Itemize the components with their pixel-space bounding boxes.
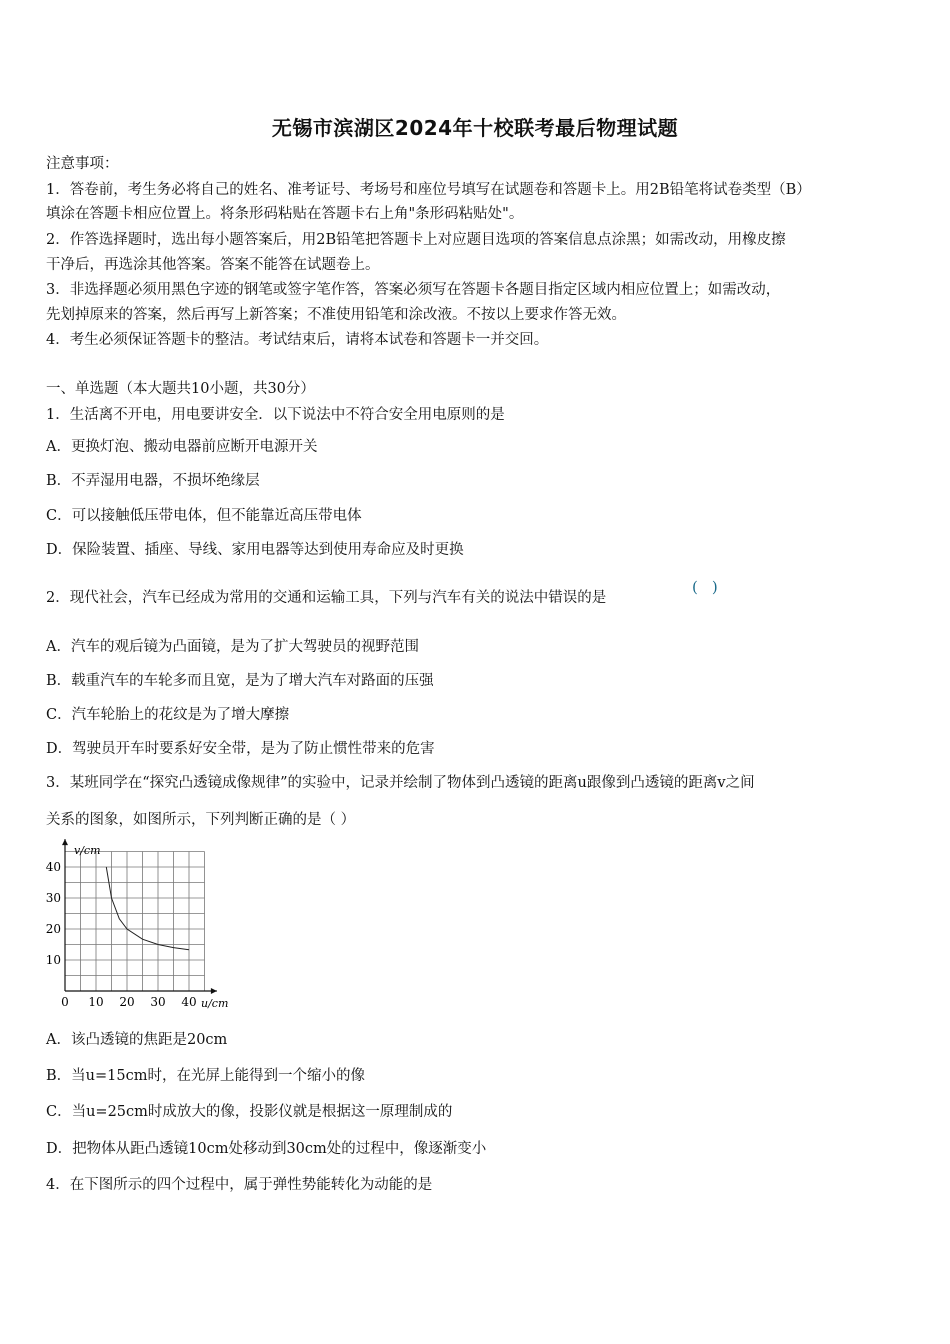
q3-option-d: D．把物体从距凸透镜10cm处移动到30cm处的过程中，像逐渐变小: [46, 1141, 487, 1157]
q3-option-b: B．当u=15cm时，在光屏上能得到一个缩小的像: [46, 1068, 365, 1084]
page-title: 无锡市滨湖区2024年十校联考最后物理试题: [271, 116, 679, 140]
section-heading: 一、单选题（本大题共10小题，共30分）: [46, 381, 315, 397]
x-tick-label: 0: [61, 995, 69, 1009]
q2-option-d: D．驾驶员开车时要系好安全带，是为了防止惯性带来的危害: [46, 741, 435, 757]
q3-option-c: C．当u=25cm时成放大的像，投影仪就是根据这一原理制成的: [46, 1104, 453, 1120]
graph-axes: [62, 839, 217, 994]
x-tick-label: 30: [150, 995, 166, 1009]
q3-stem-line2: 关系的图象，如图所示，下列判断正确的是（ ）: [46, 812, 356, 828]
q1-option-c: C．可以接触低压带电体，但不能靠近高压带电体: [46, 508, 362, 524]
y-tick-label: 10: [45, 953, 61, 967]
q3-option-a: A．该凸透镜的焦距是20cm: [46, 1032, 228, 1048]
notice-line: 4．考生必须保证答题卡的整洁。考试结束后，请将本试卷和答题卡一并交回。: [46, 332, 549, 348]
notice-line: 1．答卷前，考生务必将自己的姓名、准考证号、考场号和座位号填写在试题卷和答题卡上。用2B铅笔将试卷类型（B）: [46, 182, 811, 198]
notice-line: 2．作答选择题时，选出每小题答案后，用2B铅笔把答题卡上对应题目选项的答案信息点涂黑；如需改动，用橡皮擦: [46, 232, 786, 248]
q1-option-b: B．不弄湿用电器，不损坏绝缘层: [46, 473, 260, 489]
x-tick-label: 40: [181, 995, 197, 1009]
q3-stem-line1: 3．某班同学在“探究凸透镜成像规律”的实验中，记录并绘制了物体到凸透镜的距离u跟像到凸透镜的距离v之间: [46, 775, 755, 791]
x-axis-arrow: [211, 988, 217, 994]
q2-option-a: A．汽车的观后镜为凸面镜，是为了扩大驾驶员的视野范围: [46, 639, 419, 655]
y-tick-label: 40: [45, 860, 61, 874]
notice-line: 3．非选择题必须用黑色字迹的钢笔或签字笔作答，答案必须写在答题卡各题目指定区域内相应位置上；如需改动，: [46, 282, 781, 298]
y-tick-label: 20: [45, 922, 61, 936]
y-axis-arrow: [62, 839, 68, 845]
q1-option-a: A．更换灯泡、搬动电器前应断开电源开关: [46, 439, 318, 455]
notice-line: 填涂在答题卡相应位置上。将条形码粘贴在答题卡右上角"条形码粘贴处"。: [46, 206, 524, 222]
uv-graph: [40, 838, 250, 1016]
q4-stem: 4．在下图所示的四个过程中，属于弹性势能转化为动能的是: [46, 1177, 433, 1193]
graph-curve: [106, 867, 189, 950]
x-tick-label: 20: [119, 995, 135, 1009]
y-tick-label: 30: [45, 891, 61, 905]
notice-heading: 注意事项：: [46, 156, 119, 172]
q2-option-c: C．汽车轮胎上的花纹是为了增大摩擦: [46, 707, 290, 723]
q1-stem: 1．生活离不开电，用电要讲安全．以下说法中不符合安全用电原则的是: [46, 407, 505, 423]
q2-option-b: B．载重汽车的车轮多而且宽，是为了增大汽车对路面的压强: [46, 673, 434, 689]
q1-option-d: D．保险装置、插座、导线、家用电器等达到使用寿命应及时更换: [46, 542, 464, 558]
q2-stem: 2．现代社会，汽车已经成为常用的交通和运输工具，下列与汽车有关的说法中错误的是: [46, 590, 607, 606]
graph-grid: [65, 852, 205, 992]
x-tick-label: 10: [88, 995, 104, 1009]
x-axis-label: u/cm: [201, 997, 229, 1010]
notice-line: 干净后，再选涂其他答案。答案不能答在试题卷上。: [46, 257, 380, 273]
q2-answer-paren: (): [692, 578, 732, 596]
y-axis-label: v/cm: [74, 844, 101, 857]
notice-line: 先划掉原来的答案，然后再写上新答案；不准使用铅笔和涂改液。不按以上要求作答无效。: [46, 307, 626, 323]
